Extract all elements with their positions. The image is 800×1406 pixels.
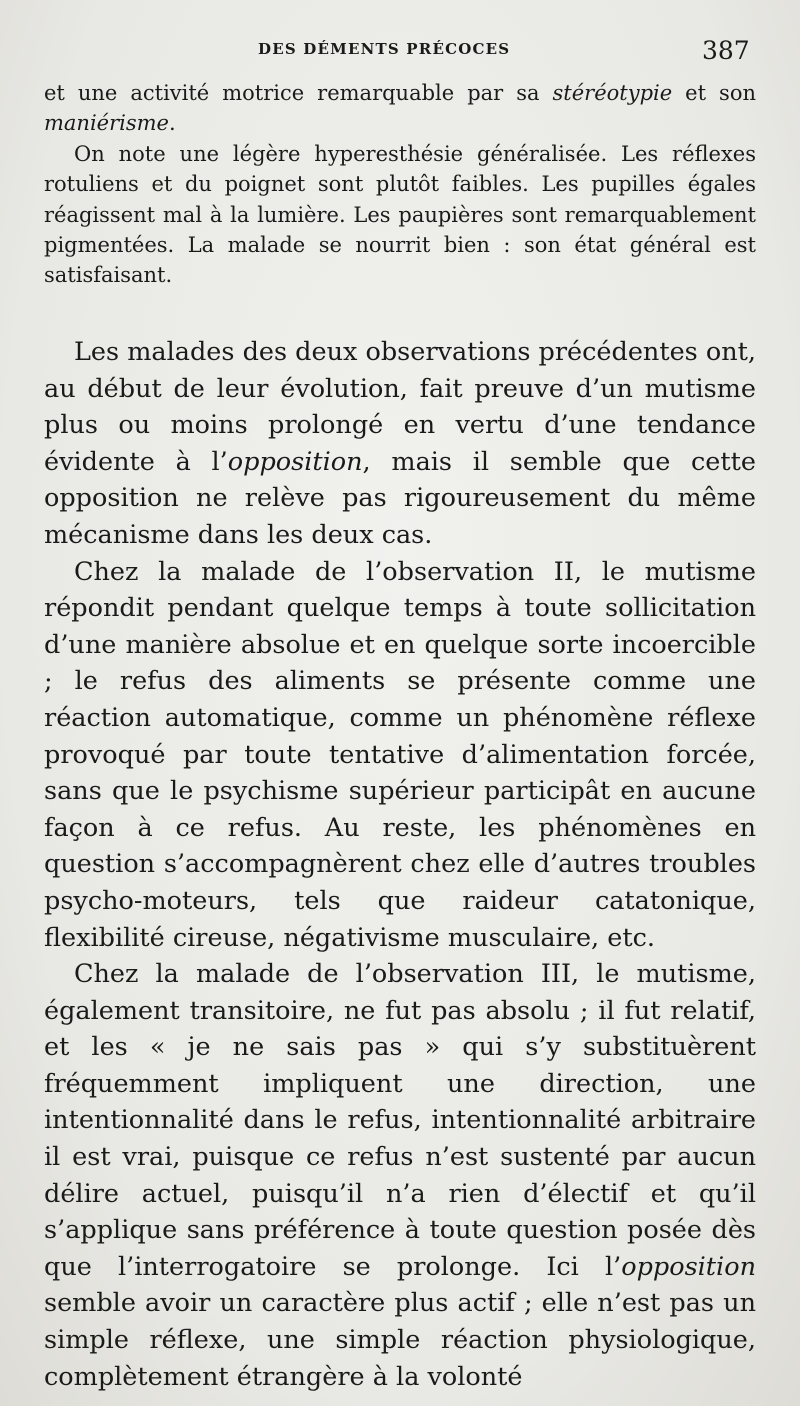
page-header <box>0 34 800 68</box>
paragraph: Chez la malade de l’observation II, le mutisme répondit pendant quelque temps à toute sollicitation d’une manière absolue et en quelque sorte incoercible ; le refus des aliments se présente comme une réaction automatique, comme un phénomène réflexe provoqué par toute tentative d’alimentation forcée, sans que le psychisme supérieur participât en aucune façon à ce refus. Au reste, les phénomènes en question s’accompagnèrent chez elle d’autres troubles psycho-moteurs, tels que raideur catatonique, flexibilité cireuse, négativisme musculaire, etc. <box>44 556 756 953</box>
main-text-block <box>44 334 756 1395</box>
observation-text-block <box>44 78 756 291</box>
paragraph: On note une légère hyperesthésie généralisée. Les réflexes rotuliens et du poignet sont plutôt faibles. Les pupilles égales réagissent mal à la lumière. Les paupières sont remarquablement pigmentées. La malade se nourrit bien : son état général est satisfaisant. <box>44 141 756 288</box>
italic-term: opposition <box>621 1251 756 1282</box>
page-number: 387 <box>702 36 750 65</box>
text-segment: Chez la malade de l’observation III, le mutisme, également transitoire, ne fut pas absolu ; il fut relatif, et les « je ne sais pas » qui s’y substituèrent fréquemment impliquent une direction, une intentionnalité dans le refus, intentionnalité arbitraire il est vrai, puisque ce refus n’est sustenté par aucun délire actuel, puisqu’il n’a rien d’électif et qu’il s’applique sans préférence à toute question posée dès que l’interrogatoire se prolonge. Ici l’ <box>44 959 756 1282</box>
paragraph <box>44 334 756 554</box>
paragraph <box>44 956 756 1395</box>
text-segment: Les malades des deux observations précédentes ont, au début de leur évolution, fait preuve d’un mutisme plus ou moins prolongé en vertu d’une tendance évidente à l’ <box>44 337 756 477</box>
italic-term: opposition <box>227 446 363 477</box>
text-segment: et son <box>672 81 756 105</box>
text-segment: . <box>168 111 176 136</box>
text-segment: et une activité motrice remarquable par sa <box>44 81 553 105</box>
paragraph <box>44 78 756 139</box>
text-segment: , mais il semble que cette opposition ne relève pas rigoureusement du même mécanisme dans les deux cas. <box>44 446 756 550</box>
text-segment: semble avoir un caractère plus actif ; elle n’est pas un simple réflexe, une simple réaction physiologique, complètement étrangère à la volonté <box>44 1288 756 1392</box>
italic-term: maniérisme <box>44 111 169 136</box>
running-head: DES DÉMENTS PRÉCOCES <box>258 40 511 58</box>
italic-term: stéréotypie <box>552 81 673 105</box>
